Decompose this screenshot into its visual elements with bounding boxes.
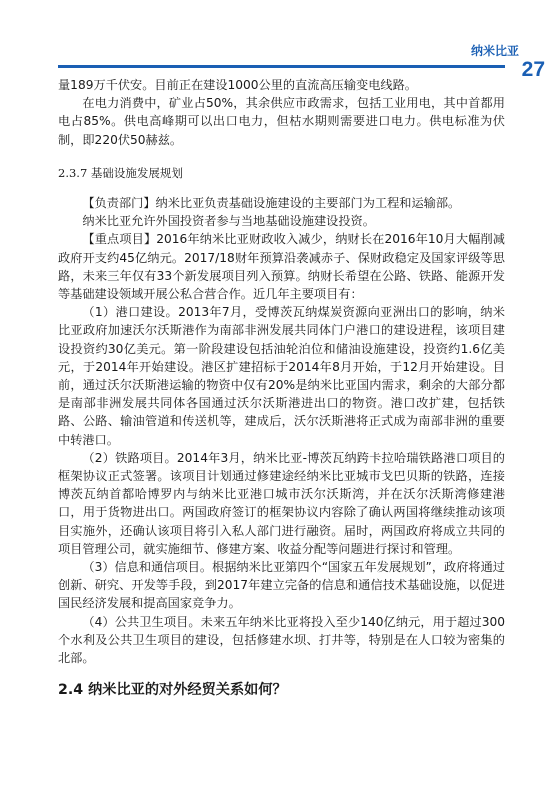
header-title: 纳米比亚 (470, 44, 519, 58)
paragraph-key-projects: 【重点项目】2016年纳米比亚财政收入减少，纳财长在2016年10月大幅削减政府开支约45亿纳元。2017/18财年预算沿袭减赤子、保财政稳定及国家评级等思路，未来三年仅有33个新发展项目列入预算。纳财长希望在公路、铁路、能源开发等基础建设领域开展公私合营合作。近几年主要项目有： (58, 232, 505, 302)
paragraph-port-construction: （1）港口建设。2013年7月，受博茨瓦纳煤炭资源向亚洲出口的影响，纳米比亚政府加速沃尔沃斯港作为南部非洲发展共同体门户港口的建设进程，该项目建设投资约30亿美元。第一阶段建设包括油轮泊位和储油设施建设，投资约1.6亿美元，于2014年开始建设。港区扩建招标于2014年8月开始，于12月开始建设。目前，通过沃尔沃斯港运输的物资中仅有20%是纳米比亚国内需求，剩余的大部分都是南部非洲发展共同体各国通过沃尔沃斯港进出口的物资。港口改扩建，包括铁路、公路、输油管道和传送机等，建成后，沃尔沃斯港将正式成为南部非洲的重要中转港口。 (58, 305, 505, 447)
paragraph-railway-project: （2）铁路项目。2014年3月，纳米比亚-博茨瓦纳跨卡拉哈瑞铁路港口项目的框架协议正式签署。该项目计划通过修建途经纳米比亚城市戈巴贝斯的铁路，连接博茨瓦纳首都哈博罗内与纳米比亚港口城市沃尔沃斯湾，并在沃尔沃斯湾修建港口，用于货物进出口。两国政府签订的框架协议内容除了确认两国将继续推动该项目实施外，还确认该项目将引入私人部门进行融资。届时，两国政府将成立共同的项目管理公司，就实施细节、修建方案、收益分配等问题进行探讨和管理。 (58, 450, 505, 556)
subsection-heading: 2.3.7 基础设施发展规划 (58, 165, 183, 180)
page-number: 27 (521, 58, 545, 81)
paragraph-foreign-investment: 纳米比亚允许外国投资者参与当地基础设施建设投资。 (82, 214, 375, 229)
page-content (58, 76, 505, 700)
header-rule (58, 65, 505, 68)
paragraph-public-health-project: （4）公共卫生项目。未来五年纳米比亚将投入至少140亿纳元，用于超过300个水利及公共卫生项目的建设，包括修建水坝、打井等，特别是在人口较为密集的北部。 (58, 614, 505, 666)
section-heading: 2.4 纳米比亚的对外经贸关系如何？ (58, 682, 287, 699)
paragraph-power-capacity: 量189万千伏安。目前正在建设1000公里的直流高压输变电线路。 (58, 78, 417, 92)
paragraph-power-consumption: 在电力消费中，矿业占50%，其余供应市政需求，包括工业用电，其中首都用电占85%。供电高峰期可以出口电力，但枯水期则需要进口电力。供电标准为伏制，即220伏50赫兹。 (58, 96, 505, 147)
paragraph-responsible-department: 【负责部门】纳米比亚负责基础设施建设的主要部门为工程和运输部。 (82, 196, 461, 211)
paragraph-ict-project: （3）信息和通信项目。根据纳米比亚第四个“国家五年发展规划”，政府将通过创新、研究、开发等手段，到2017年建立完备的信息和通信技术基础设施，以促进国民经济发展和提高国家竞争力。 (58, 560, 505, 611)
